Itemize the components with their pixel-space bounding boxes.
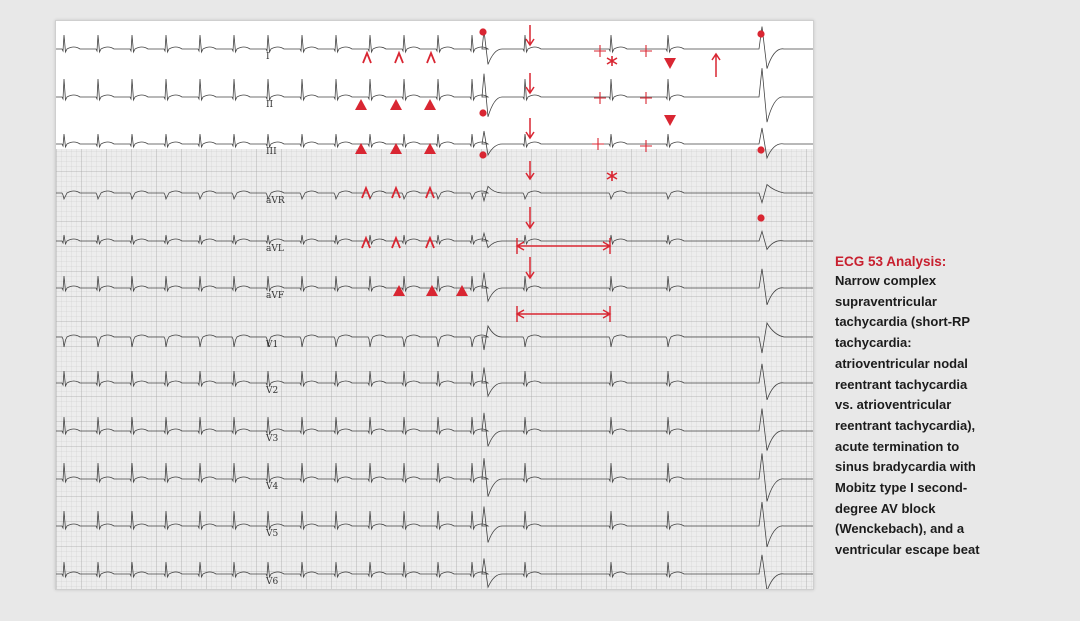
lead-label: I <box>266 52 270 62</box>
dot-marker <box>479 109 486 116</box>
triangle-up-marker <box>355 143 367 154</box>
arrow-up-marker <box>712 54 720 77</box>
lead-label: V2 <box>266 386 279 396</box>
triangle-up-marker <box>424 143 436 154</box>
triangle-up-marker <box>424 99 436 110</box>
triangle-up-marker <box>355 99 367 110</box>
triangle-down-marker <box>664 115 676 126</box>
p-wave-caret-marker <box>395 53 403 63</box>
dot-marker <box>479 151 486 158</box>
triangle-down-marker <box>664 58 676 69</box>
triangle-up-marker <box>390 99 402 110</box>
plus-marker <box>592 138 604 150</box>
arrow-down-marker <box>526 73 534 93</box>
lead-label: V1 <box>266 340 279 350</box>
plus-marker <box>640 92 652 104</box>
triangle-up-marker <box>390 143 402 154</box>
lead-label: aVR <box>266 196 285 206</box>
caption-title: ECG 53 Analysis: <box>835 254 947 269</box>
lead-label: V3 <box>266 434 279 444</box>
p-wave-caret-marker <box>363 53 371 63</box>
grid-lines <box>56 149 813 589</box>
arrow-down-marker <box>526 118 534 138</box>
analysis-caption <box>835 252 1075 561</box>
dot-marker <box>757 146 764 153</box>
p-wave-caret-marker <box>427 53 435 63</box>
lead-label: V5 <box>266 529 279 539</box>
dot-marker <box>479 28 486 35</box>
arrow-down-marker <box>526 25 534 45</box>
plus-marker <box>594 92 606 104</box>
caption-body: Narrow complex supraventricular tachycardia (short-RP tachycardia: atrioventricular nodal reentrant tachycardia vs. atrioventricular reentrant tachycardia), acute termination to sinus bradycardia with Mobitz type I second- degree AV block (Wenckebach), and a ventricular escape beat <box>835 273 980 558</box>
plus-marker <box>594 45 606 57</box>
lead-label: II <box>266 100 274 110</box>
dot-marker <box>757 30 764 37</box>
lead-label: aVF <box>266 291 285 301</box>
lead-label: V4 <box>266 482 279 492</box>
lead-label: III <box>266 147 277 157</box>
ecg-tracing <box>56 21 813 589</box>
plus-marker <box>640 45 652 57</box>
ecg-tracing-figure <box>55 20 814 590</box>
lead-label: V6 <box>266 577 279 587</box>
dot-marker <box>757 214 764 221</box>
ecg-lead-trace <box>56 68 813 122</box>
asterisk-marker <box>607 56 617 66</box>
lead-label: aVL <box>266 244 284 254</box>
